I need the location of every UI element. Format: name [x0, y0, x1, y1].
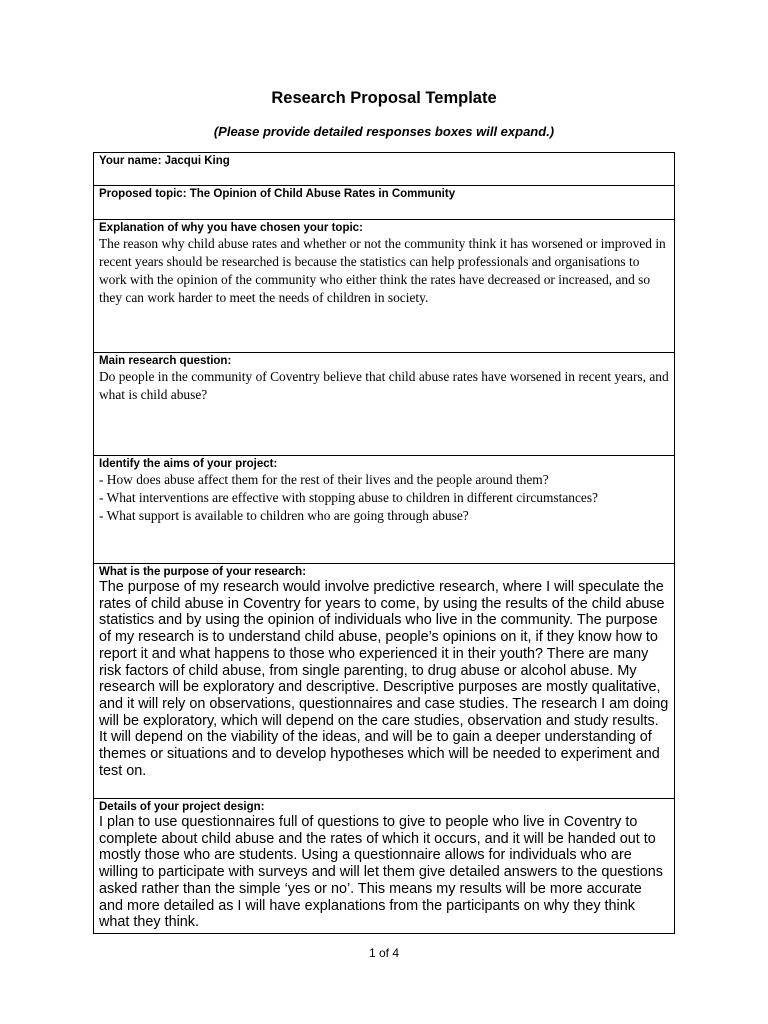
name-field	[99, 154, 669, 168]
purpose-label: What is the purpose of your research:	[99, 566, 307, 578]
purpose-cell[interactable]	[94, 564, 675, 799]
purpose-text: The purpose of my research would involve predictive research, where I will speculate the rates of child abuse in Coventry for years to come, by using the results of the child abuse statistics and by using the opinion of individuals who live in the community. The purpose of my research is to understand child abuse, people’s opinions on it, if they know how to report it and what happens to those who experienced it in their youth? There are many risk factors of child abuse, from single parenting, to drug abuse or alcohol abuse. My research will be exploratory and descriptive. Descriptive purposes are mostly qualitative, and it will rely on observations, questionnaires and case studies. The research I am doing will be exploratory, which will depend on the care studies, observation and study results. It will depend on the viability of the ideas, and will be to gain a deeper understanding of themes or situations and to develop hypotheses which will be needed to experiment and test on.	[99, 579, 669, 779]
document-subtitle: (Please provide detailed responses boxes will expand.)	[213, 124, 555, 139]
topic-field	[99, 187, 669, 201]
research-question-row	[94, 353, 675, 456]
aims-item: - What interventions are effective with stopping abuse to children in different circumstances?	[99, 490, 599, 505]
explanation-row	[94, 220, 675, 353]
topic-cell[interactable]	[94, 186, 675, 220]
name-label: Your name:	[99, 155, 165, 167]
topic-row	[94, 186, 675, 220]
research-question-label: Main research question:	[99, 355, 232, 367]
aims-list	[99, 471, 669, 525]
aims-label: Identify the aims of your project:	[99, 458, 278, 470]
document-title: Research Proposal Template	[271, 89, 497, 107]
design-text: I plan to use questionnaires full of questions to give to people who live in Coventry to complete about child abuse and the rates of which it occurs, and it will be handed out to mostly those who are students. Using a questionnaire allows for individuals who are willing to participate with surveys and will let them give detailed answers to the questions asked rather than the simple ‘yes or no’. This means my results will be more accurate and more detailed as I will have explanations from the participants on why they think what they think.	[99, 814, 663, 931]
aims-item: - What support is available to children who are going through abuse?	[99, 508, 469, 523]
design-label: Details of your project design:	[99, 801, 265, 813]
design-row	[94, 799, 675, 934]
aims-item: - How does abuse affect them for the rest of their lives and the people around them?	[99, 472, 549, 487]
name-row	[94, 153, 675, 186]
explanation-cell[interactable]	[94, 220, 675, 353]
explanation-label: Explanation of why you have chosen your topic:	[99, 222, 363, 234]
topic-label: Proposed topic:	[99, 188, 190, 200]
name-value: Jacqui King	[164, 155, 230, 167]
design-cell[interactable]	[94, 799, 675, 934]
explanation-text: The reason why child abuse rates and whether or not the community think it has worsened or improved in recent years should be researched is because the statistics can help professionals and organisations to work with the opinion of the community who either think the rates have decreased or increased, and so they can work harder to meet the needs of children in society.	[99, 236, 666, 305]
aims-row	[94, 456, 675, 564]
topic-value: The Opinion of Child Abuse Rates in Community	[189, 188, 456, 200]
aims-cell[interactable]	[94, 456, 675, 564]
page-number: 1 of 4	[368, 946, 400, 960]
name-cell[interactable]	[94, 153, 675, 186]
purpose-row	[94, 564, 675, 799]
research-question-cell[interactable]	[94, 353, 675, 456]
research-question-text: Do people in the community of Coventry believe that child abuse rates have worsened in recent years, and what is child abuse?	[99, 369, 669, 402]
proposal-form-table	[93, 152, 675, 934]
